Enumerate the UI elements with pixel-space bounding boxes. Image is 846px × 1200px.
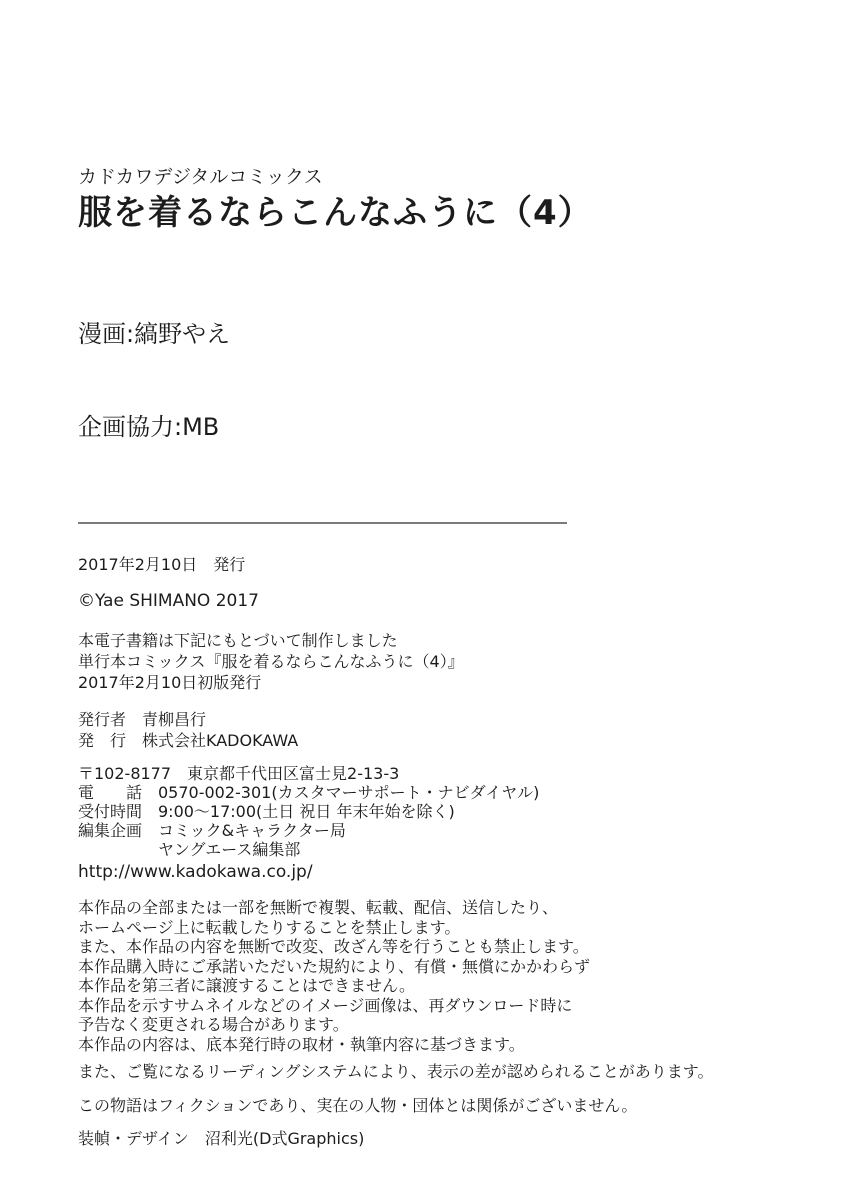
legal-terms-line: ホームページ上に転載したりすることを禁止します。 [78,917,461,937]
divider-rule [78,522,567,524]
source-note-line: 本電子書籍は下記にもとづいて制作しました [78,631,398,650]
colophon-content [78,166,808,1149]
source-note-line: 単行本コミックス『服を着るならこんなふうに（4）』 [78,652,464,671]
source-edition-note [78,630,808,693]
design-credit: 装幀・デザイン 沼利光(D式Graphics) [78,1129,365,1148]
publisher-company-row: 発 行 株式会社KADOKAWA [78,731,299,750]
contact-address-row: 〒102-8177 東京都千代田区富士見2-13-3 [78,764,400,783]
book-title: 服を着るならこんなふうに（4） [78,193,593,233]
credit-planning: 企画協力:MB [78,413,220,441]
legal-terms-line: 本作品を第三者に譲渡することはできません。 [78,976,415,995]
publisher-url: http://www.kadokawa.co.jp/ [78,862,313,882]
copyright-notice: ©Yae SHIMANO 2017 [78,591,259,611]
issue-date: 2017年2月10日 発行 [78,555,246,574]
fiction-disclaimer: この物語はフィクションであり、実在の人物・団体とは関係がございません。 [78,1096,638,1115]
legal-terms-line: 本作品の内容は、底本発行時の取材・執筆内容に基づきます。 [78,1034,525,1054]
legal-terms-line: 本作品を示すサムネイルなどのイメージ画像は、再ダウンロード時に [78,995,573,1015]
contact-editorial-row: 編集企画 コミック&キャラクター局 [78,821,346,840]
source-note-line: 2017年2月10日初版発行 [78,673,262,692]
contact-hours-row: 受付時間 9:00～17:00(土日 祝日 年末年始を除く) [78,802,455,821]
publisher-block [78,709,808,751]
legal-terms-line: 本作品購入時にご承諾いただいた規約により、有償・無償にかかわらず [78,956,591,976]
imprint-label: カドカワデジタルコミックス [78,166,323,188]
legal-terms-line: 本作品の全部または一部を無断で複製、転載、配信、送信したり、 [78,898,559,917]
publisher-person-row: 発行者 青柳昌行 [78,710,207,729]
legal-terms-paragraph [78,898,808,1054]
contact-editorial-row: ヤングエース編集部 [78,840,301,859]
contact-phone-row: 電 話 0570-002-301(カスタマーサポート・ナビダイヤル) [78,783,540,802]
credit-manga-artist: 漫画:縞野やえ [78,320,231,348]
contact-block [78,764,808,859]
legal-terms-line: また、本作品の内容を無断で改変、改ざん等を行うことも禁止します。 [78,937,589,956]
credits-block [78,257,808,505]
display-difference-note: また、ご覧になるリーディングシステムにより、表示の差が認められることがあります。 [78,1062,714,1081]
legal-terms-line: 予告なく変更される場合があります。 [78,1015,349,1034]
